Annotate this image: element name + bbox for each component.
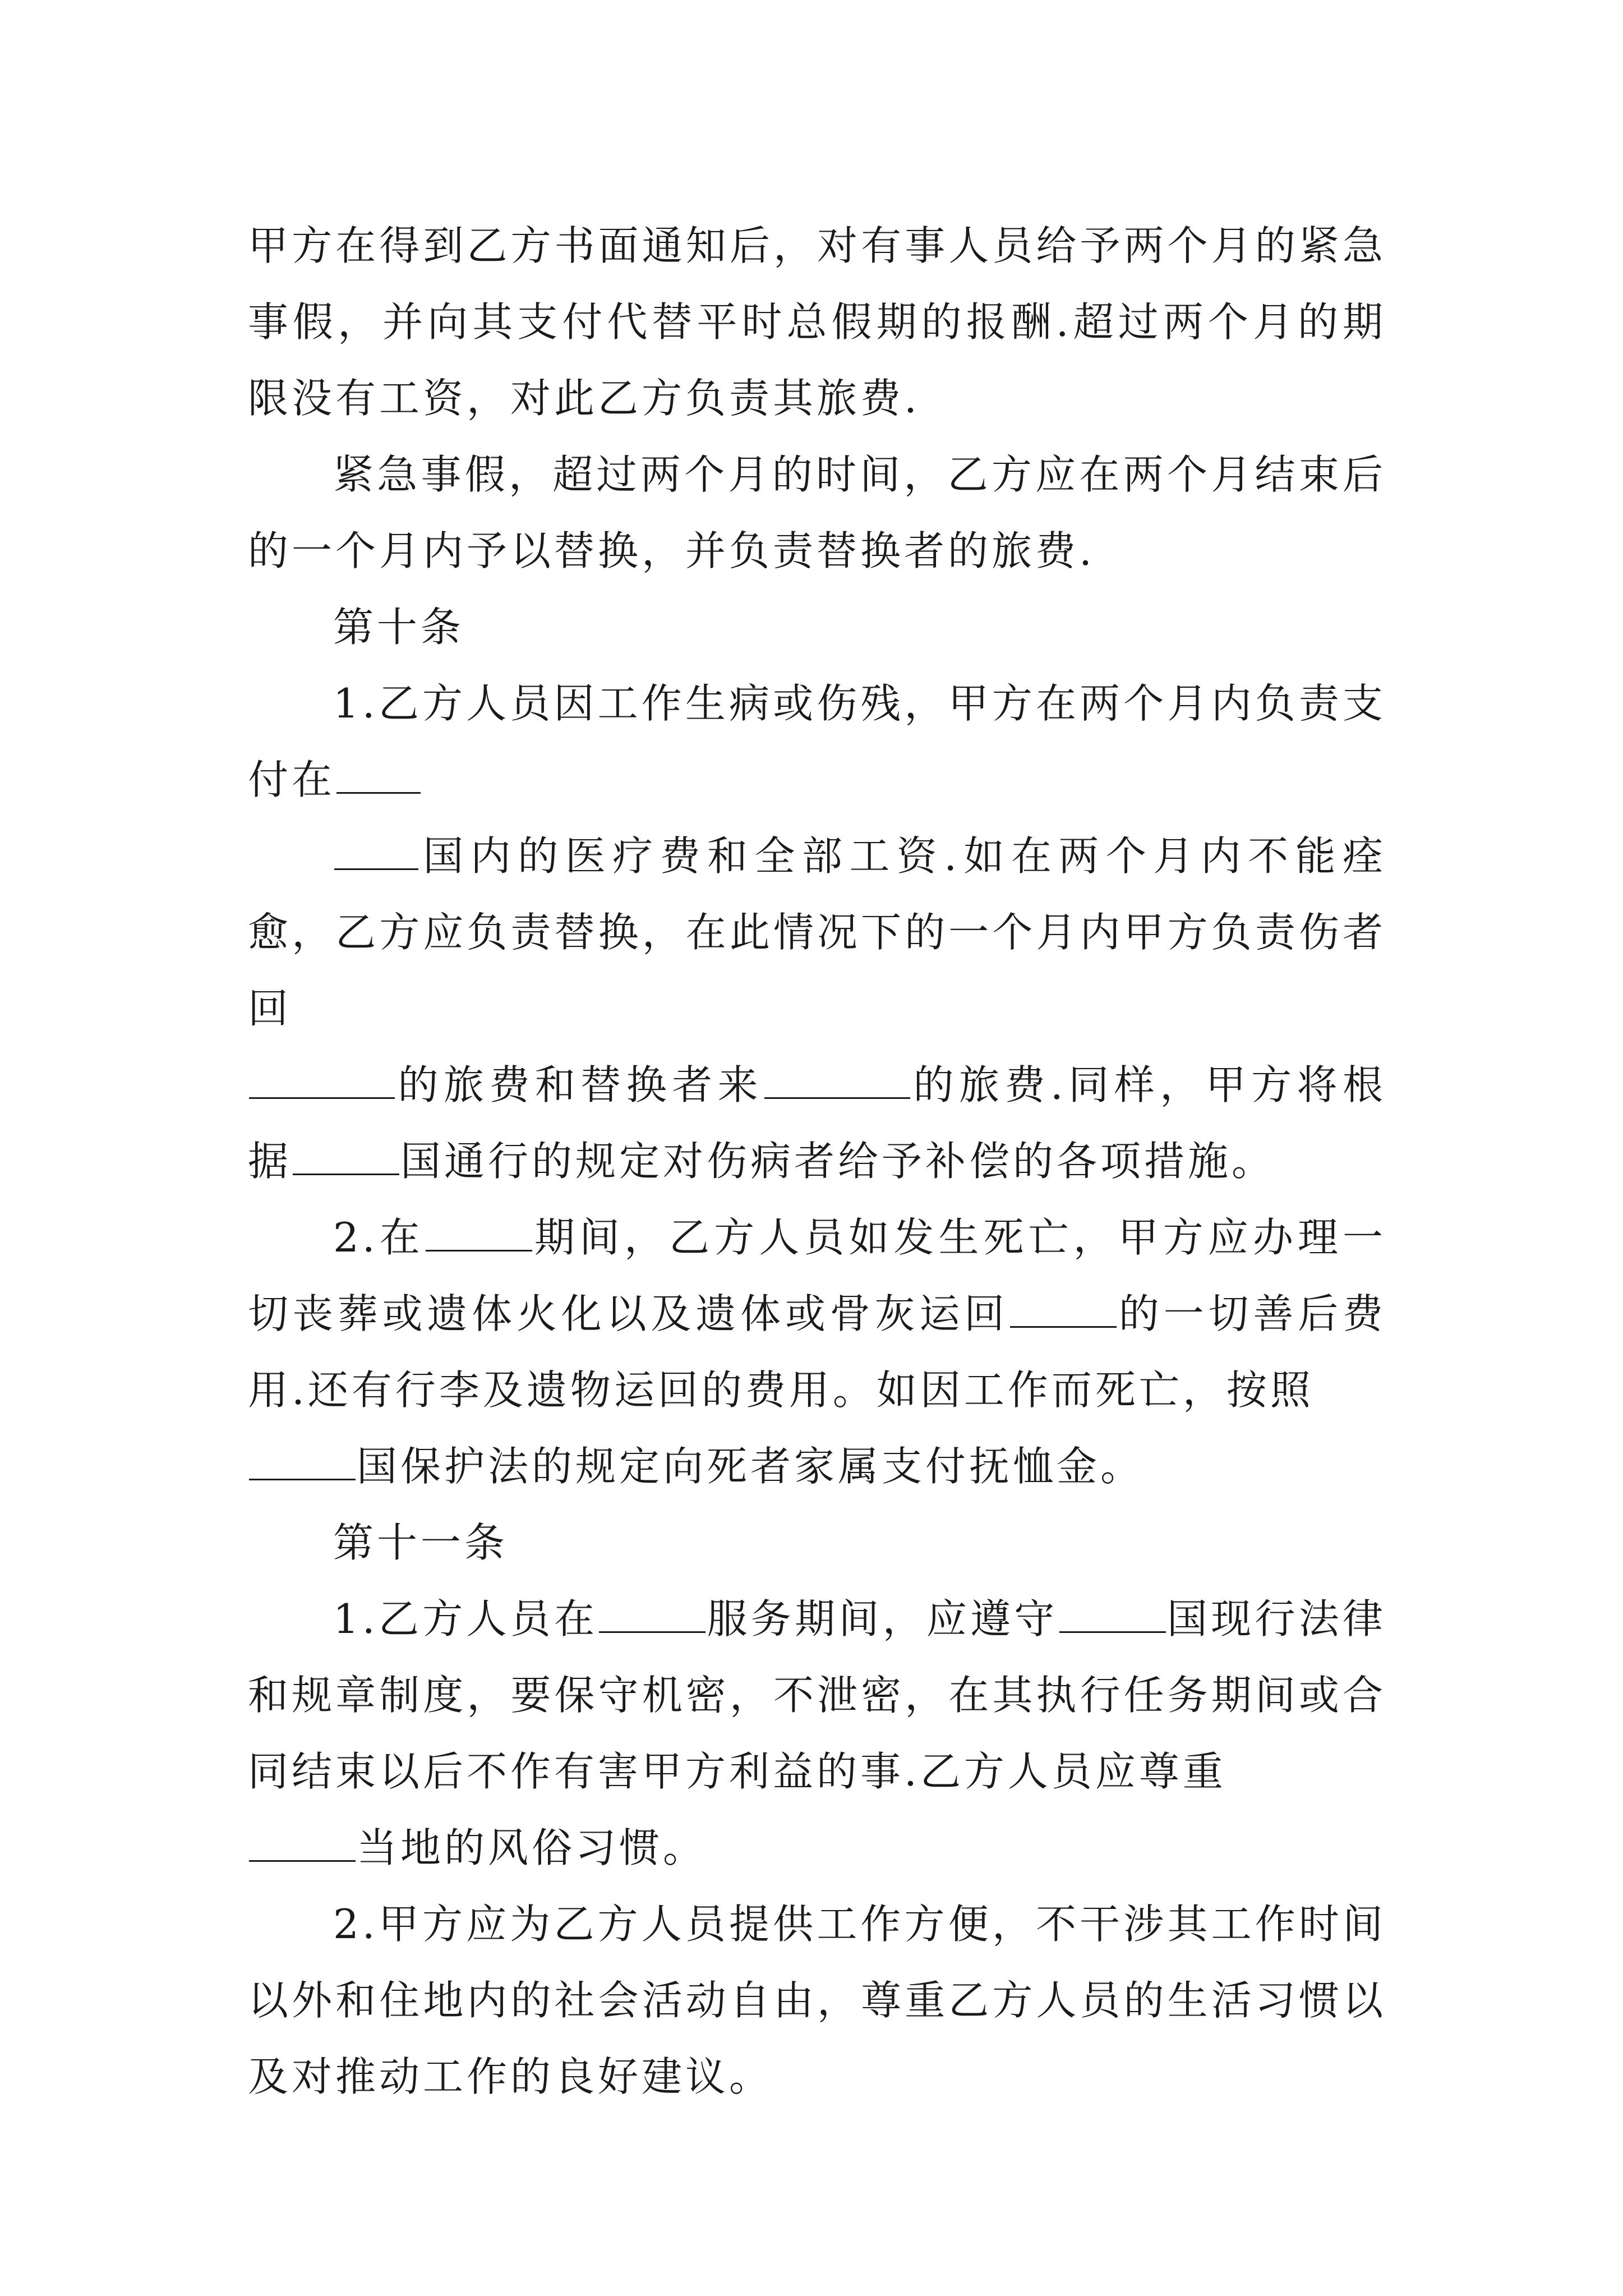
blank-field[interactable] <box>1010 1290 1117 1328</box>
blank-field[interactable] <box>334 832 418 870</box>
article-10-clause-2: 2.在 期间，乙方人员如发生死亡，甲方应办理一切丧葬或遗体火化以及遗体或骨灰运回 的一切善后费用.还有行李及遗物运回的费用。如因工作而死亡，按照 国保护法的规定向死者家属支付抚恤金。 <box>248 1214 1386 1490</box>
blank-field[interactable] <box>336 756 421 794</box>
blank-field[interactable] <box>426 1214 532 1251</box>
article-11-heading: 第十一条 <box>333 1519 509 1566</box>
article-10-clause-1-first: 1.乙方人员因工作生病或伤残，甲方在两个月内负责支付在 <box>248 680 1386 803</box>
article-11-clause-2: 2.甲方应为乙方人员提供工作方便，不干涉其工作时间以外和住地内的社会活动自由，尊重乙方人员的生活习惯以及对推动工作的良好建议。 <box>248 1901 1386 2100</box>
blank-field[interactable] <box>249 1061 395 1099</box>
paragraph-emergency-leave: 甲方在得到乙方书面通知后，对有事人员给予两个月的紧急事假，并向其支付代替平时总假期的报酬.超过两个月的期限没有工资，对此乙方负责其旅费. <box>248 222 1386 422</box>
blank-field[interactable] <box>293 1138 399 1175</box>
blank-field[interactable] <box>764 1061 910 1099</box>
blank-field[interactable] <box>1059 1595 1166 1633</box>
document-body <box>248 208 1386 2115</box>
article-10-heading: 第十条 <box>333 604 465 651</box>
blank-field[interactable] <box>599 1595 706 1633</box>
article-10-clause-1-cont: 国内的医疗费和全部工资.如在两个月内不能痊愈，乙方应负责替换，在此情况下的一个月内甲方负责伤者回 的旅费和替换者来 的旅费.同样，甲方将根据 国通行的规定对伤病者给予补偿的各项措施。 <box>248 832 1386 1185</box>
paragraph-emergency-leave-replacement: 紧急事假，超过两个月的时间，乙方应在两个月结束后的一个月内予以替换，并负责替换者的旅费. <box>248 451 1386 574</box>
blank-field[interactable] <box>249 1824 356 1862</box>
blank-field[interactable] <box>249 1443 356 1480</box>
article-11-clause-1: 1.乙方人员在 服务期间，应遵守 国现行法律和规章制度，要保守机密，不泄密，在其执行任务期间或合同结束以后不作有害甲方利益的事.乙方人员应尊重 当地的风俗习惯。 <box>248 1595 1386 1871</box>
